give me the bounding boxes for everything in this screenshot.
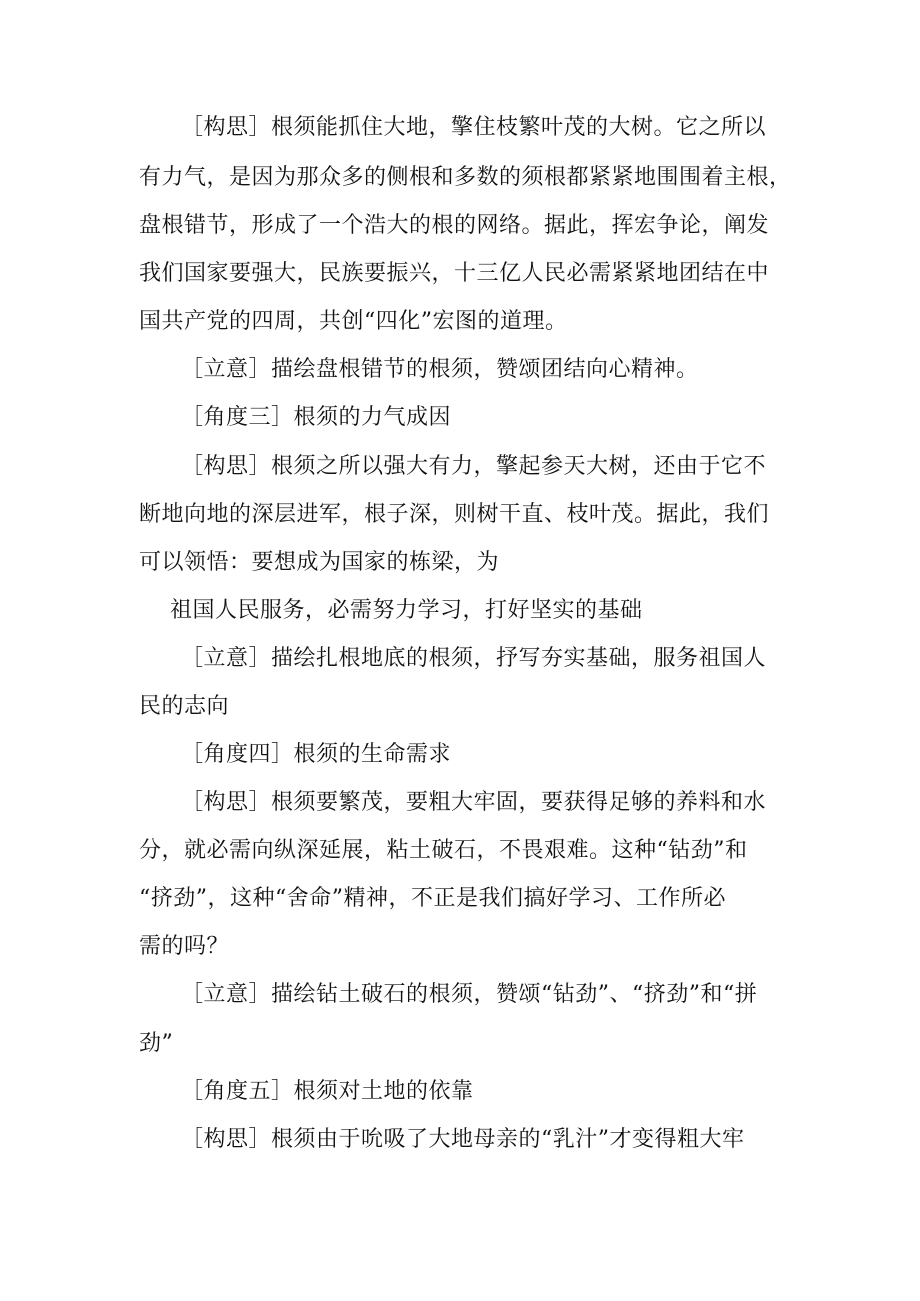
paragraph-line: 可以领悟：要想成为国家的栋梁，为 — [139, 550, 500, 575]
paragraph-line: 分，就必需向纵深延展，粘土破石，不畏艰难。这种“钻劲”和 — [139, 838, 748, 863]
section-heading: ［角度五］根须对土地的依靠 — [181, 1079, 474, 1104]
paragraph-line: 我们国家要强大，民族要振兴，十三亿人民必需紧紧地团结在中 — [139, 261, 770, 286]
paragraph-line: ［构思］根须能抓住大地，擎住枝繁叶茂的大树。它之所以 — [181, 115, 767, 140]
paragraph-line: ［立意］描绘扎根地底的根须，抒写夯实基础，服务祖国人 — [181, 646, 767, 671]
section-heading: ［角度四］根须的生命需求 — [181, 742, 452, 767]
paragraph-line: 民的志向 — [139, 694, 230, 719]
paragraph-line: 劲” — [139, 1031, 174, 1056]
paragraph-line: ［构思］根须要繁茂，要粗大牢固，要获得足够的养料和水 — [181, 790, 767, 815]
section-heading: ［角度三］根须的力气成因 — [181, 405, 452, 430]
paragraph-line: 国共产党的四周，共创“四化”宏图的道理。 — [139, 309, 568, 334]
paragraph-line: 有力气，是因为那众多的侧根和多数的须根都紧紧地围围着主根， — [139, 165, 792, 190]
paragraph-line: 需的吗？ — [139, 934, 230, 959]
paragraph-line: 盘根错节，形成了一个浩大的根的网络。据此，挥宏争论，阐发 — [139, 213, 770, 238]
paragraph-line: ［构思］根须之所以强大有力，擎起参天大树，还由于它不 — [181, 454, 767, 479]
paragraph-line: ［立意］描绘钻土破石的根须，赞颂“钻劲”、“挤劲”和“拼 — [181, 982, 758, 1007]
paragraph-line: 断地向地的深层进军，根子深，则树干直、枝叶茂。据此，我们 — [139, 502, 770, 527]
paragraph-line: 祖国人民服务，必需努力学习，打好坚实的基础 — [170, 598, 643, 623]
paragraph-line: ［立意］描绘盘根错节的根须，赞颂团结向心精神。 — [181, 357, 699, 382]
paragraph-line: “挤劲”，这种“舍命”精神，不正是我们搞好学习、工作所必 — [139, 886, 726, 911]
paragraph-line: ［构思］根须由于吮吸了大地母亲的“乳汁”才变得粗大牢 — [181, 1127, 745, 1152]
